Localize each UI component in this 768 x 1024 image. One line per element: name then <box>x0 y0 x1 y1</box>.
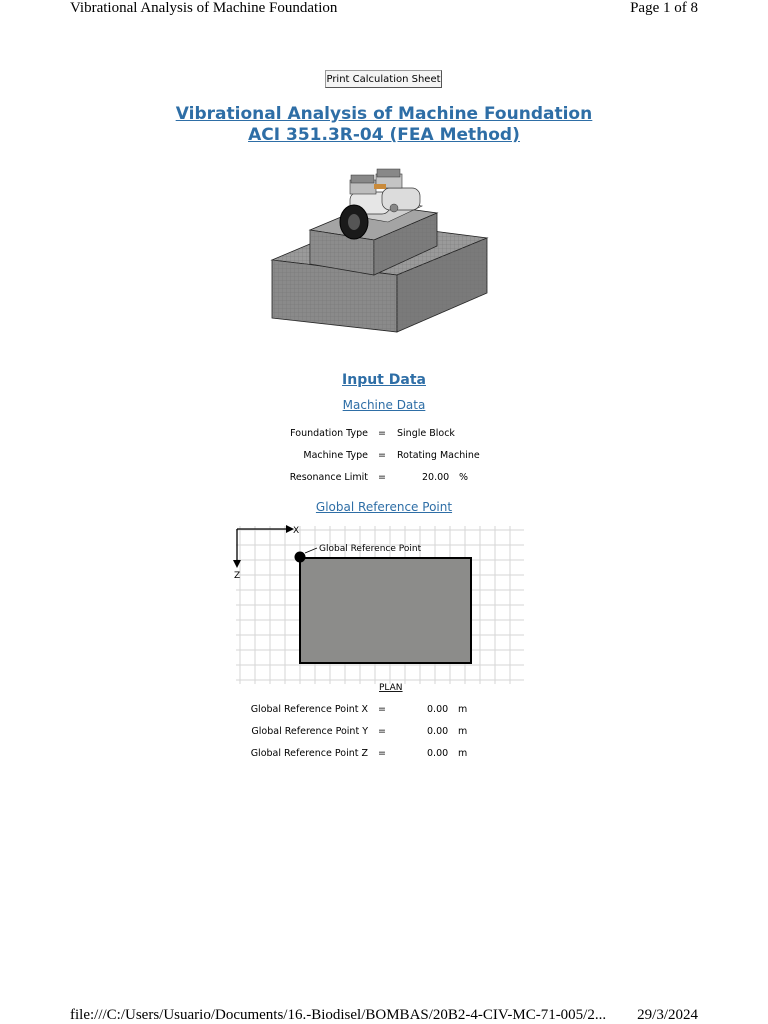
row-equals: = <box>378 472 386 483</box>
machine-foundation-illustration <box>262 160 492 340</box>
footer-date: 29/3/2024 <box>637 1007 698 1023</box>
row-unit: m <box>458 748 468 759</box>
row-value: Rotating Machine <box>397 450 480 461</box>
page-number: Page 1 of 8 <box>630 0 698 16</box>
reference-point-label: Global Reference Point <box>319 544 422 554</box>
row-value: 0.00 <box>427 704 449 715</box>
row-label: Resonance Limit <box>289 472 368 483</box>
machine-data-heading: Machine Data <box>342 398 426 412</box>
axis-z-label: Z <box>234 571 241 581</box>
row-equals: = <box>378 748 386 759</box>
plan-caption: PLAN <box>379 683 403 693</box>
plan-diagram <box>232 522 528 697</box>
table-row <box>200 428 368 440</box>
document-title <box>0 104 768 146</box>
table-row <box>200 472 368 484</box>
print-calculation-sheet-button[interactable]: Print Calculation Sheet <box>325 70 442 88</box>
table-row <box>200 726 368 738</box>
row-unit: m <box>458 704 468 715</box>
row-equals: = <box>378 428 386 439</box>
row-label: Machine Type <box>303 450 368 461</box>
global-reference-point-heading: Global Reference Point <box>315 500 453 514</box>
row-value: 20.00 <box>422 472 450 483</box>
table-row <box>200 748 368 760</box>
row-equals: = <box>378 450 386 461</box>
title-line-1: Vibrational Analysis of Machine Foundation <box>175 104 593 124</box>
row-label: Global Reference Point Y <box>251 726 368 737</box>
title-line-2: ACI 351.3R-04 (FEA Method) <box>248 125 520 145</box>
row-equals: = <box>378 704 386 715</box>
table-row <box>200 450 368 462</box>
row-unit: % <box>459 472 469 483</box>
footer-file-path: file:///C:/Users/Usuario/Documents/16.-Biodisel/BOMBAS/20B2-4-CIV-MC-71-005/2... <box>70 1007 607 1023</box>
row-value: Single Block <box>397 428 455 439</box>
row-label: Global Reference Point X <box>250 704 368 715</box>
row-unit: m <box>458 726 468 737</box>
input-data-heading: Input Data <box>342 372 426 388</box>
row-value: 0.00 <box>427 748 449 759</box>
page-header-title: Vibrational Analysis of Machine Foundation <box>70 0 338 16</box>
row-value: 0.00 <box>427 726 449 737</box>
foundation-plan-rect <box>300 558 471 663</box>
row-label: Global Reference Point Z <box>250 748 368 759</box>
row-equals: = <box>378 726 386 737</box>
table-row <box>200 704 368 716</box>
global-reference-point-marker <box>295 552 306 563</box>
axis-x-label: X <box>293 526 300 536</box>
row-label: Foundation Type <box>290 428 368 439</box>
